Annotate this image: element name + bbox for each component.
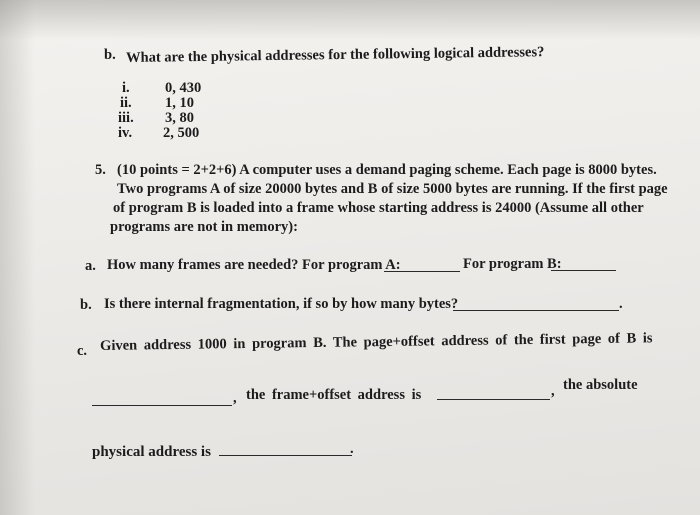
physical-address-text: physical address is xyxy=(92,444,211,460)
list-item-roman: iii. xyxy=(118,110,134,126)
list-item-roman: ii. xyxy=(120,95,132,111)
sub-b-question: Is there internal fragmentation, if so by how many bytes? xyxy=(104,296,459,312)
list-item-value: 3, 80 xyxy=(165,110,194,126)
answer-blank-frame-offset[interactable] xyxy=(437,399,550,400)
list-item-value: 0, 430 xyxy=(165,80,202,96)
answer-blank-page-offset[interactable] xyxy=(92,405,232,406)
list-item-roman: i. xyxy=(122,80,130,96)
question-line: Two programs A of size 20000 bytes and B of size 5000 bytes are running. If the first page xyxy=(117,181,668,197)
part-b-label: b. xyxy=(104,47,116,63)
answer-blank-physical-address[interactable] xyxy=(219,455,352,456)
sub-a-label: a. xyxy=(85,258,96,274)
sub-c-label: c. xyxy=(77,343,88,359)
answer-blank-program-b[interactable] xyxy=(551,270,616,271)
absolute-text: the absolute xyxy=(563,377,638,393)
sub-b-label: b. xyxy=(80,297,92,313)
period: . xyxy=(350,441,354,457)
answer-blank-fragmentation[interactable] xyxy=(453,310,619,311)
question-line: programs are not in memory): xyxy=(110,219,298,235)
list-item-value: 2, 500 xyxy=(163,125,200,141)
page-shadow-left xyxy=(0,0,35,515)
answer-blank-program-a[interactable] xyxy=(384,271,460,272)
question-line: (10 points = 2+2+6) A computer uses a demand paging scheme. Each page is 8000 bytes. xyxy=(117,162,657,178)
sub-a-question: How many frames are needed? For program A: xyxy=(107,257,401,273)
frame-offset-text: the frame+offset address is xyxy=(246,387,422,403)
sub-c-question: Given address 1000 in program B. The page+offset address of the first page of B is xyxy=(100,330,653,354)
comma: , xyxy=(233,390,237,406)
list-item-roman: iv. xyxy=(118,125,133,141)
page-shadow xyxy=(0,0,700,40)
sub-b-period: . xyxy=(619,296,623,312)
sub-a-program-b: For program B: xyxy=(463,256,562,272)
question-line: of program B is loaded into a frame whose starting address is 24000 (Assume all other xyxy=(113,200,644,216)
part-b-question: What are the physical addresses for the following logical addresses? xyxy=(126,44,545,66)
question-number: 5. xyxy=(95,162,106,178)
list-item-value: 1, 10 xyxy=(165,95,194,111)
comma: , xyxy=(551,383,555,399)
